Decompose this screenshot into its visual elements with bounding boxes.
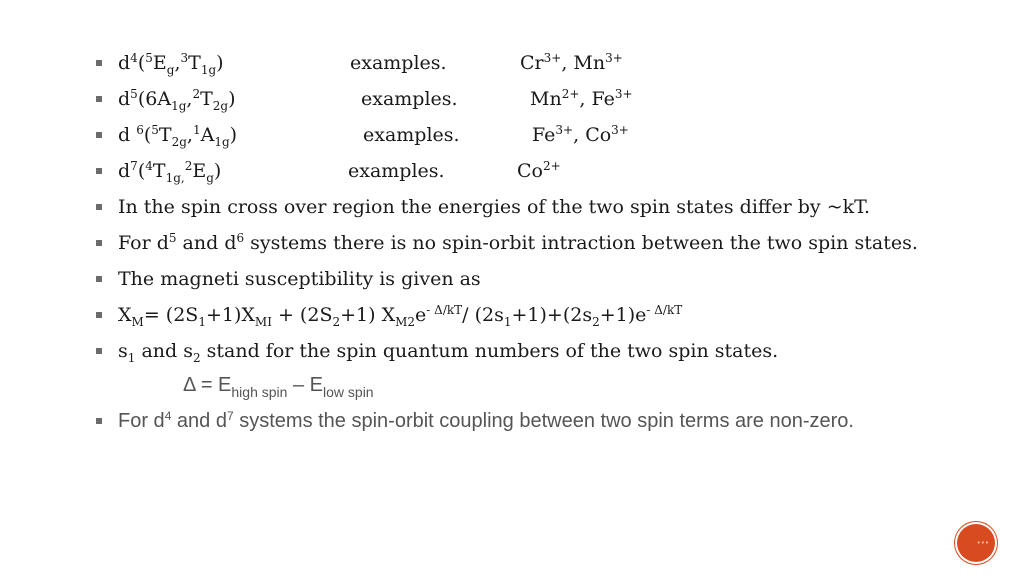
bullet-d5-d6-systems [96,228,996,258]
square-bullet-icon [96,276,102,282]
delta-equation: $\Delta = E_{high spin} - E_{low spin}$ [183,374,374,400]
page-number-badge [957,524,995,562]
example-ions: $Mn^{2+}$, $Fe^{3+}$ [530,87,633,110]
bullet-d7 [96,156,996,186]
square-bullet-icon [96,132,102,138]
square-bullet-icon [96,96,102,102]
examples-label: examples. [363,124,460,146]
bullet-text: In the spin cross over region the energies of the two spin states differ by ~kT. [118,196,871,218]
bullet-formula [96,300,996,330]
square-bullet-icon [96,240,102,246]
bullet-susceptibility [96,264,996,294]
susceptibility-formula: $X_M= (2S_1+1)X_{MI} + (2S_2+1)$ $X_{M2}e^{- \Delta/kT}/$ $(2s_1+1)+(2s_2+1)e^{- \Delta/kT}$ [118,303,683,329]
term-symbol-d4: $d^4(^5E_g,^3T_{1g})$ [118,51,224,77]
square-bullet-icon [96,168,102,174]
bullet-text: For $d^5$ and $d^6$ systems there is no spin-orbit intraction between the two spin states. [118,231,918,254]
bullet-text: The magneti susceptibility is given as [118,268,481,290]
square-bullet-icon [96,312,102,318]
square-bullet-icon [96,348,102,354]
square-bullet-icon [96,60,102,66]
examples-label: examples. [348,160,445,182]
bullet-d4 [96,48,996,78]
bullet-d6 [96,120,996,150]
bullet-text: $s_1$ and $s_2$ stand for the spin quantum numbers of the two spin states. [118,340,779,365]
bullet-text: For $d^4$ and $d^7$ systems the spin-orbit coupling between two spin terms are non-zero. [118,409,854,432]
example-ions: $Cr^{3+}$, $Mn^{3+}$ [520,51,623,74]
term-symbol-d5: $d^5(6A_{1g},^2T_{2g})$ [118,87,236,113]
term-symbol-d7: $d^7(^4T_{1g,}^2E_g)$ [118,159,222,185]
square-bullet-icon [96,204,102,210]
bullet-d4-d7-systems [96,406,996,436]
example-ions: $Fe^{3+}$, $Co^{3+}$ [532,123,629,146]
bullet-spin-crossover [96,192,996,222]
page-number-icon: ••• [976,539,989,547]
square-bullet-icon [96,418,102,424]
bullet-spin-quantum-numbers [96,336,996,366]
bullet-d5 [96,84,996,114]
examples-label: examples. [350,52,447,74]
term-symbol-d6: d $^6(^5T_{2g},^1A_{1g})$ [118,123,238,149]
example-ions: $Co^{2+}$ [517,159,561,182]
examples-label: examples. [361,88,458,110]
